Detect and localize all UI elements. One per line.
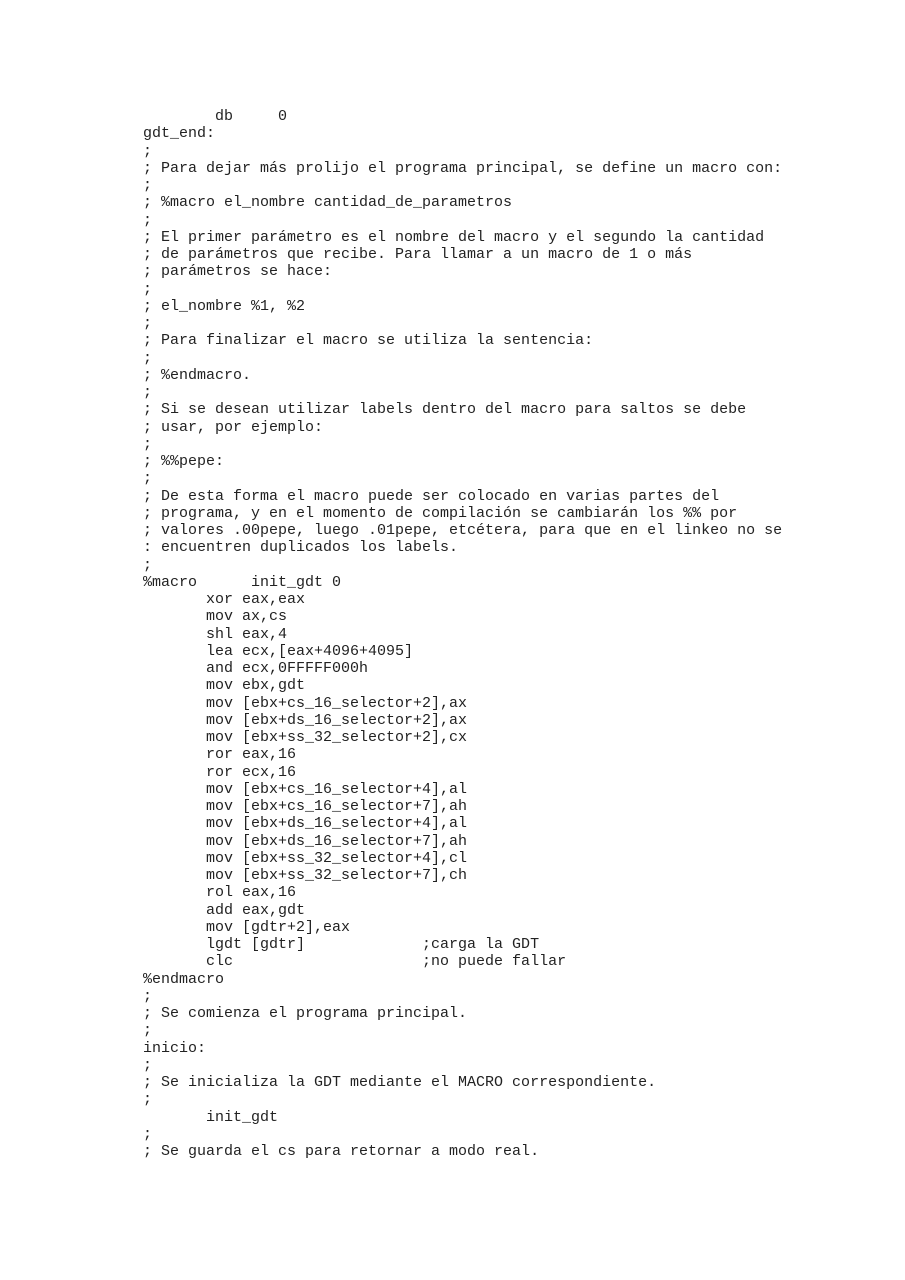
code-line: ; De esta forma el macro puede ser colocado en varias partes del bbox=[143, 487, 720, 505]
code-line: ; usar, por ejemplo: bbox=[143, 418, 324, 436]
code-line: ; bbox=[143, 211, 153, 229]
code-line: gdt_end: bbox=[143, 125, 216, 143]
code-line: ; programa, y en el momento de compilación se cambiarán los %% por bbox=[143, 504, 738, 522]
code-line: ; bbox=[143, 1091, 153, 1109]
code-line: mov [ebx+ss_32_selector+7],ch bbox=[143, 867, 468, 884]
code-line: ; bbox=[143, 435, 153, 453]
code-line: mov [ebx+ds_16_selector+2],ax bbox=[143, 711, 468, 729]
code-line: ; de parámetros que recibe. Para llamar a un macro de 1 o más bbox=[143, 246, 693, 263]
code-line: ; valores .00pepe, luego .01pepe, etcétera, para que en el linkeo no se bbox=[143, 522, 783, 539]
code-line: ; Se inicializa la GDT mediante el MACRO correspondiente. bbox=[143, 1074, 657, 1091]
code-line: clc ;no puede fallar bbox=[143, 953, 567, 971]
code-line: ror ecx,16 bbox=[143, 763, 297, 781]
code-line: ; Para finalizar el macro se utiliza la sentencia: bbox=[143, 332, 594, 350]
code-line: : encuentren duplicados los labels. bbox=[143, 539, 459, 557]
code-line: mov [ebx+cs_16_selector+2],ax bbox=[143, 694, 468, 712]
code-line: ; bbox=[143, 1056, 153, 1074]
code-line: ; bbox=[143, 280, 153, 298]
code-line: ; parámetros se hace: bbox=[143, 263, 333, 281]
code-line: mov [ebx+ds_16_selector+7],ah bbox=[143, 832, 468, 850]
code-line: mov [ebx+ss_32_selector+2],cx bbox=[143, 729, 468, 746]
code-line: ; Para dejar más prolijo el programa principal, se define un macro con: bbox=[143, 159, 783, 177]
code-line: ; %macro el_nombre cantidad_de_parametros bbox=[143, 194, 513, 212]
code-line: ; bbox=[143, 142, 153, 160]
code-line: mov [gdtr+2],eax bbox=[143, 918, 351, 936]
code-line: init_gdt bbox=[143, 1108, 279, 1126]
code-line: ; bbox=[143, 177, 153, 194]
code-line: ; bbox=[143, 470, 153, 488]
code-line: lgdt [gdtr] ;carga la GDT bbox=[143, 936, 540, 953]
code-line: ; bbox=[143, 384, 153, 401]
code-line: %endmacro bbox=[143, 970, 225, 988]
code-line: ror eax,16 bbox=[143, 746, 297, 764]
code-line: add eax,gdt bbox=[143, 901, 306, 919]
code-line: inicio: bbox=[143, 1039, 207, 1057]
code-line: xor eax,eax bbox=[143, 591, 306, 608]
code-line: ; bbox=[143, 556, 153, 574]
code-listing bbox=[143, 108, 782, 1160]
code-line: lea ecx,[eax+4096+4095] bbox=[143, 642, 414, 660]
code-line: ; bbox=[143, 1022, 153, 1040]
code-line: and ecx,0FFFFF000h bbox=[143, 660, 369, 677]
code-line: ; el_nombre %1, %2 bbox=[143, 297, 306, 315]
code-line: ; Se comienza el programa principal. bbox=[143, 1005, 468, 1022]
code-line: mov ax,cs bbox=[143, 608, 288, 626]
code-line: ; Se guarda el cs para retornar a modo real. bbox=[143, 1143, 540, 1160]
code-line: mov [ebx+cs_16_selector+7],ah bbox=[143, 798, 468, 815]
code-line: %macro init_gdt 0 bbox=[143, 573, 342, 591]
code-line: ; bbox=[143, 1125, 153, 1143]
code-line: shl eax,4 bbox=[143, 625, 288, 643]
code-line: mov [ebx+cs_16_selector+4],al bbox=[143, 780, 468, 798]
code-line: ; bbox=[143, 987, 153, 1005]
code-line: ; %endmacro. bbox=[143, 366, 252, 384]
code-line: ; %%pepe: bbox=[143, 453, 225, 470]
code-line: ; bbox=[143, 349, 153, 367]
code-line: db 0 bbox=[143, 108, 288, 125]
code-line: ; El primer parámetro es el nombre del macro y el segundo la cantidad bbox=[143, 228, 765, 246]
code-line: ; bbox=[143, 315, 153, 332]
code-line: mov [ebx+ss_32_selector+4],cl bbox=[143, 849, 468, 867]
code-line: rol eax,16 bbox=[143, 884, 297, 902]
code-line: mov ebx,gdt bbox=[143, 677, 306, 695]
code-line: mov [ebx+ds_16_selector+4],al bbox=[143, 815, 468, 833]
code-line: ; Si se desean utilizar labels dentro del macro para saltos se debe bbox=[143, 401, 747, 419]
